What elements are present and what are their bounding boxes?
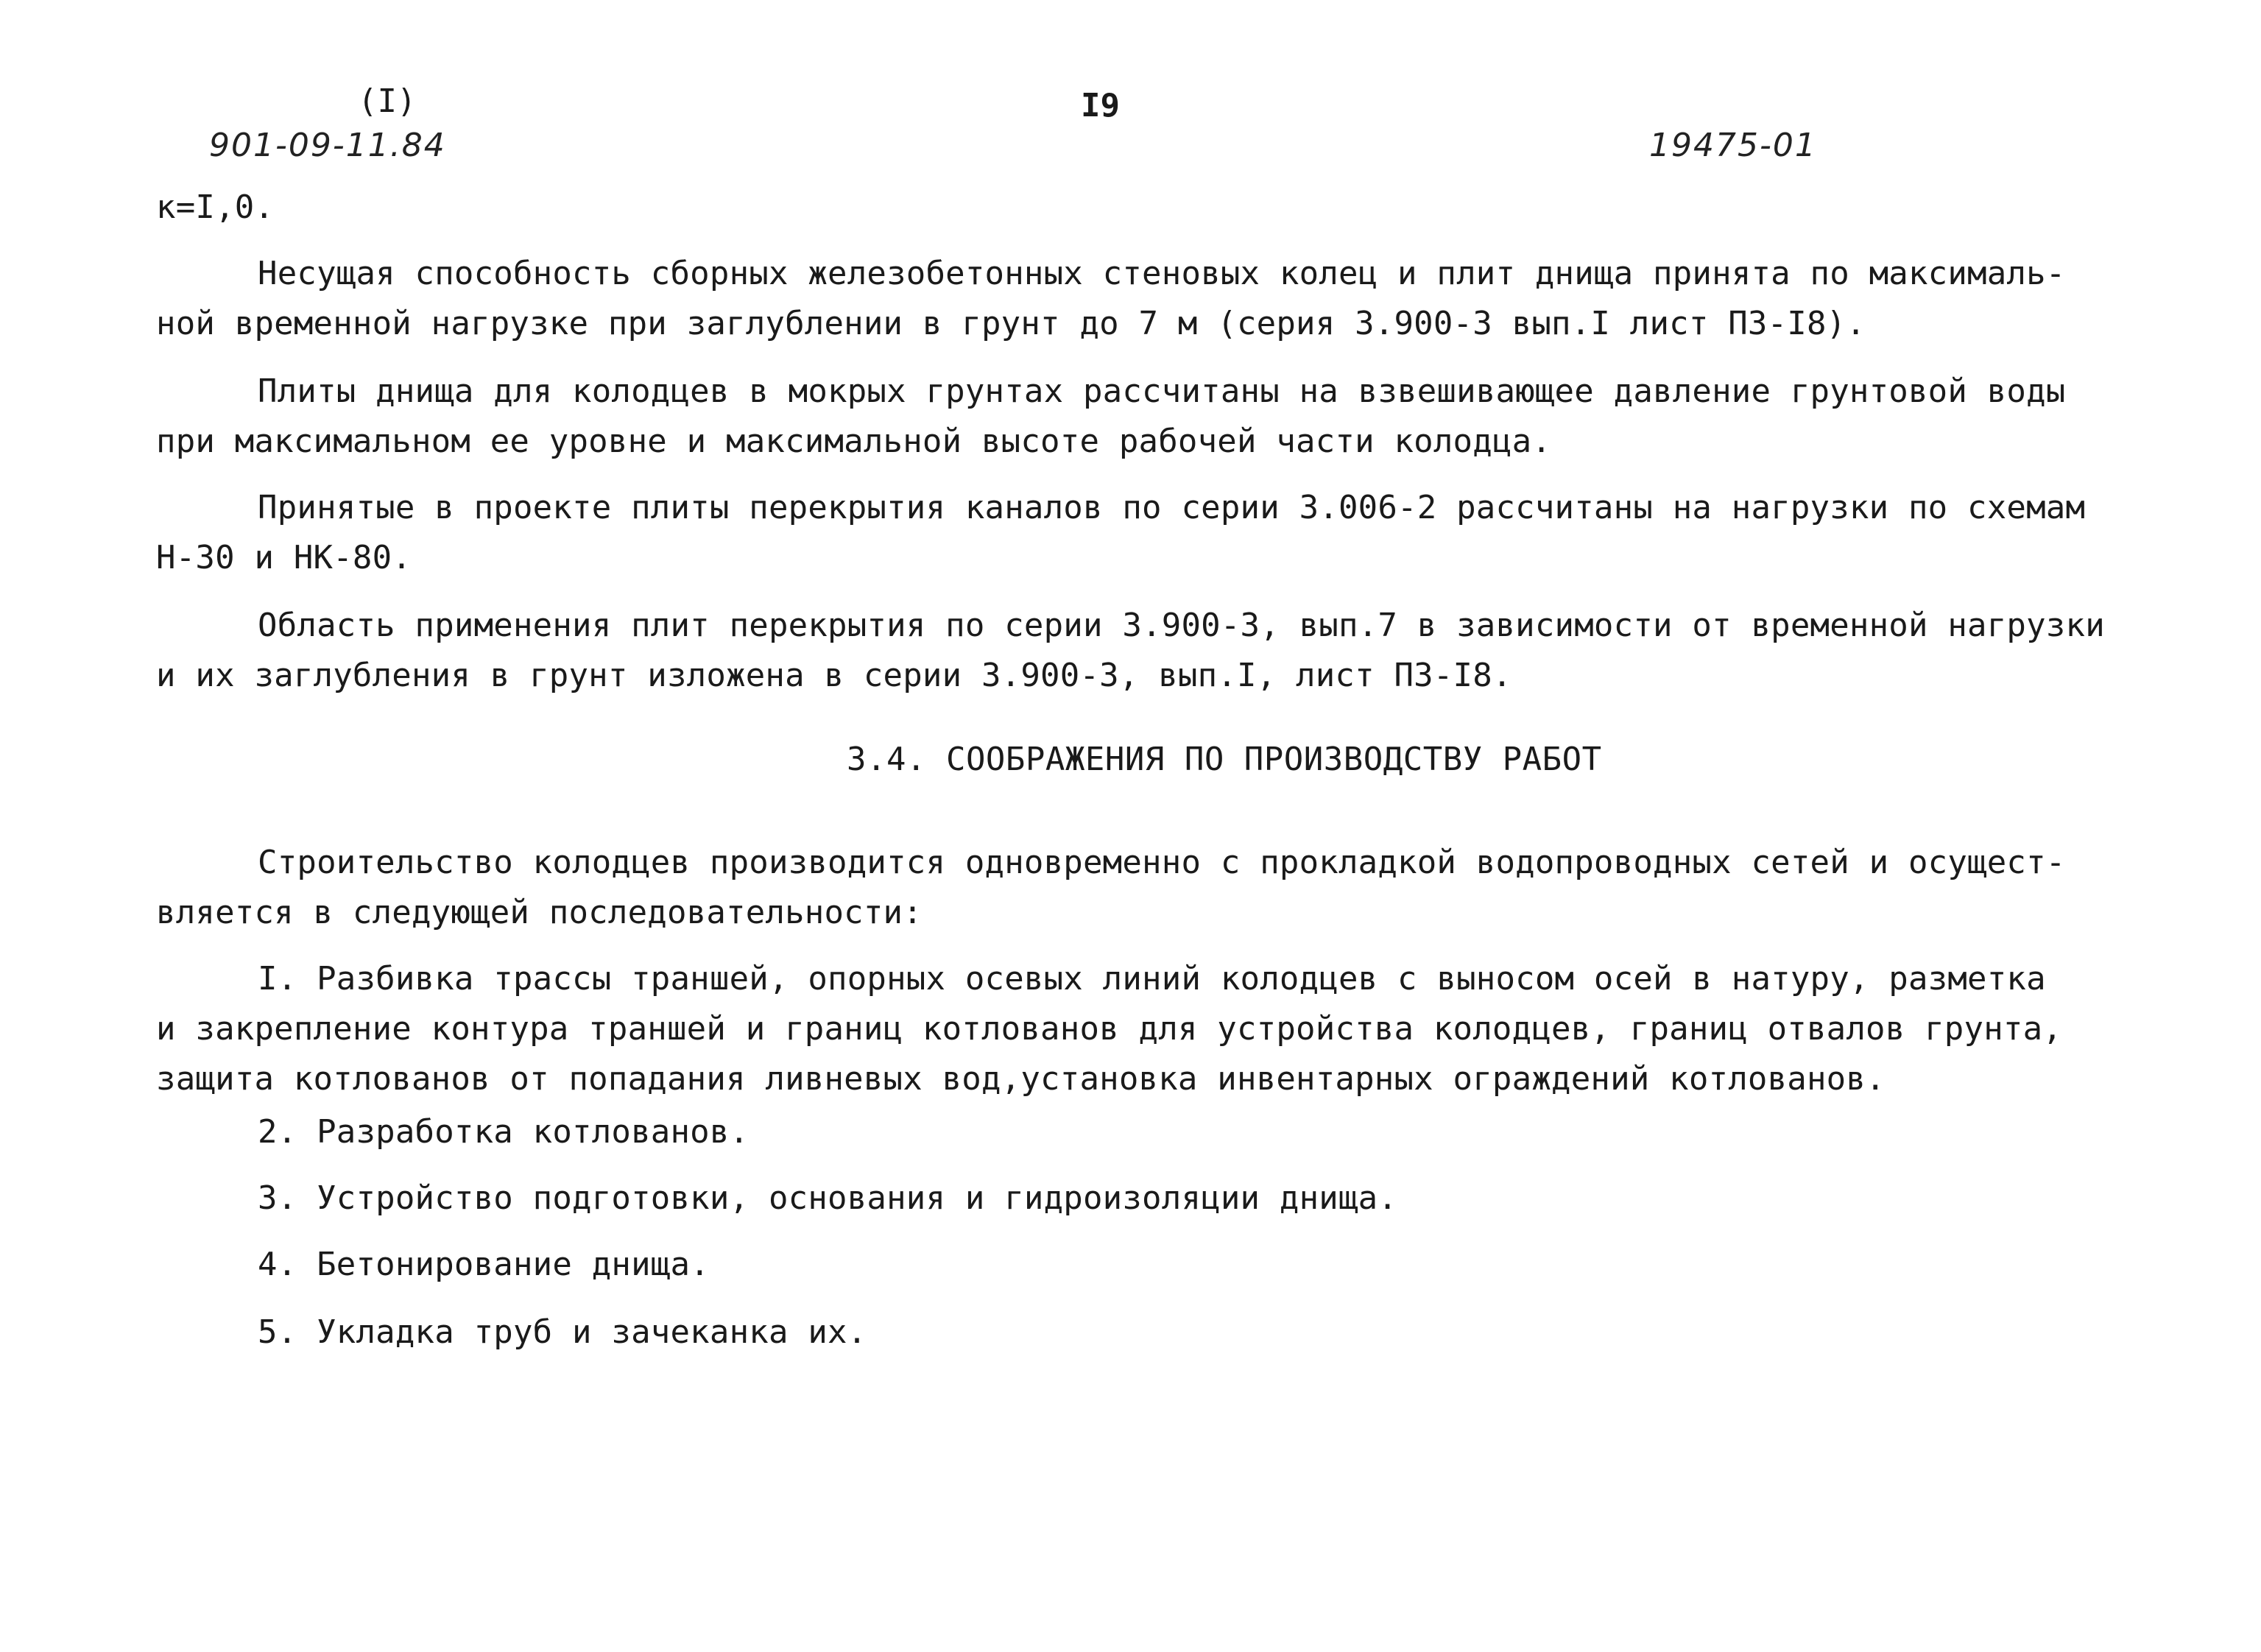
paragraph-5-line-2: вляется в следующей последовательности:: [156, 894, 923, 931]
section-heading: 3.4. СООБРАЖЕНИЯ ПО ПРОИЗВОДСТВУ РАБОТ: [847, 741, 1602, 778]
step-2: 2. Разработка котлованов.: [258, 1113, 749, 1151]
paragraph-4-line-2: и их заглубления в грунт изложена в серии 3.900-3, вып.I, лист ПЗ-I8.: [156, 657, 1512, 694]
paragraph-2-line-2: при максимальном ее уровне и максимальной высоте рабочей части колодца.: [156, 423, 1552, 460]
paragraph-4-line-1: Область применения плит перекрытия по серии 3.900-3, вып.7 в зависимости от временной нагрузки: [258, 607, 2105, 644]
paragraph-3-line-1: Принятые в проекте плиты перекрытия каналов по серии 3.006-2 рассчитаны на нагрузки по схемам: [258, 489, 2086, 526]
step-1-line-2: и закрепление контура траншей и границ котлованов для устройства колодцев, границ отвалов грунта,: [156, 1010, 2062, 1048]
step-4: 4. Бетонирование днища.: [258, 1246, 710, 1283]
paragraph-2-line-1: Плиты днища для колодцев в мокрых грунтах рассчитаны на взвешивающее давление грунтовой воды: [258, 373, 2066, 410]
doc-code-left: 901-09-11.84: [209, 127, 446, 164]
step-1-line-1: I. Разбивка трассы траншей, опорных осевых линий колодцев с выносом осей в натуру, разметка: [258, 960, 2046, 998]
paragraph-5-line-1: Строительство колодцев производится одновременно с прокладкой водопроводных сетей и осущест-: [258, 844, 2066, 881]
sheet-marker: (I): [358, 82, 417, 120]
step-3: 3. Устройство подготовки, основания и гидроизоляции днища.: [258, 1179, 1398, 1217]
step-1-line-3: защита котлованов от попадания ливневых вод,установка инвентарных ограждений котлованов.: [156, 1060, 1886, 1098]
paragraph-3-line-2: Н-30 и НК-80.: [156, 539, 412, 576]
page-number: I9: [1081, 87, 1120, 124]
paragraph-1-line-2: ной временной нагрузке при заглублении в грунт до 7 м (серия 3.900-3 вып.I лист ПЗ-I8).: [156, 305, 1866, 342]
step-5: 5. Укладка труб и зачеканка их.: [258, 1313, 867, 1351]
doc-code-right: 19475-01: [1649, 127, 1817, 164]
paragraph-1-line-1: Несущая способность сборных железобетонных стеновых колец и плит днища принята по максималь-: [258, 255, 2066, 292]
k-value: к=I,0.: [156, 188, 275, 226]
